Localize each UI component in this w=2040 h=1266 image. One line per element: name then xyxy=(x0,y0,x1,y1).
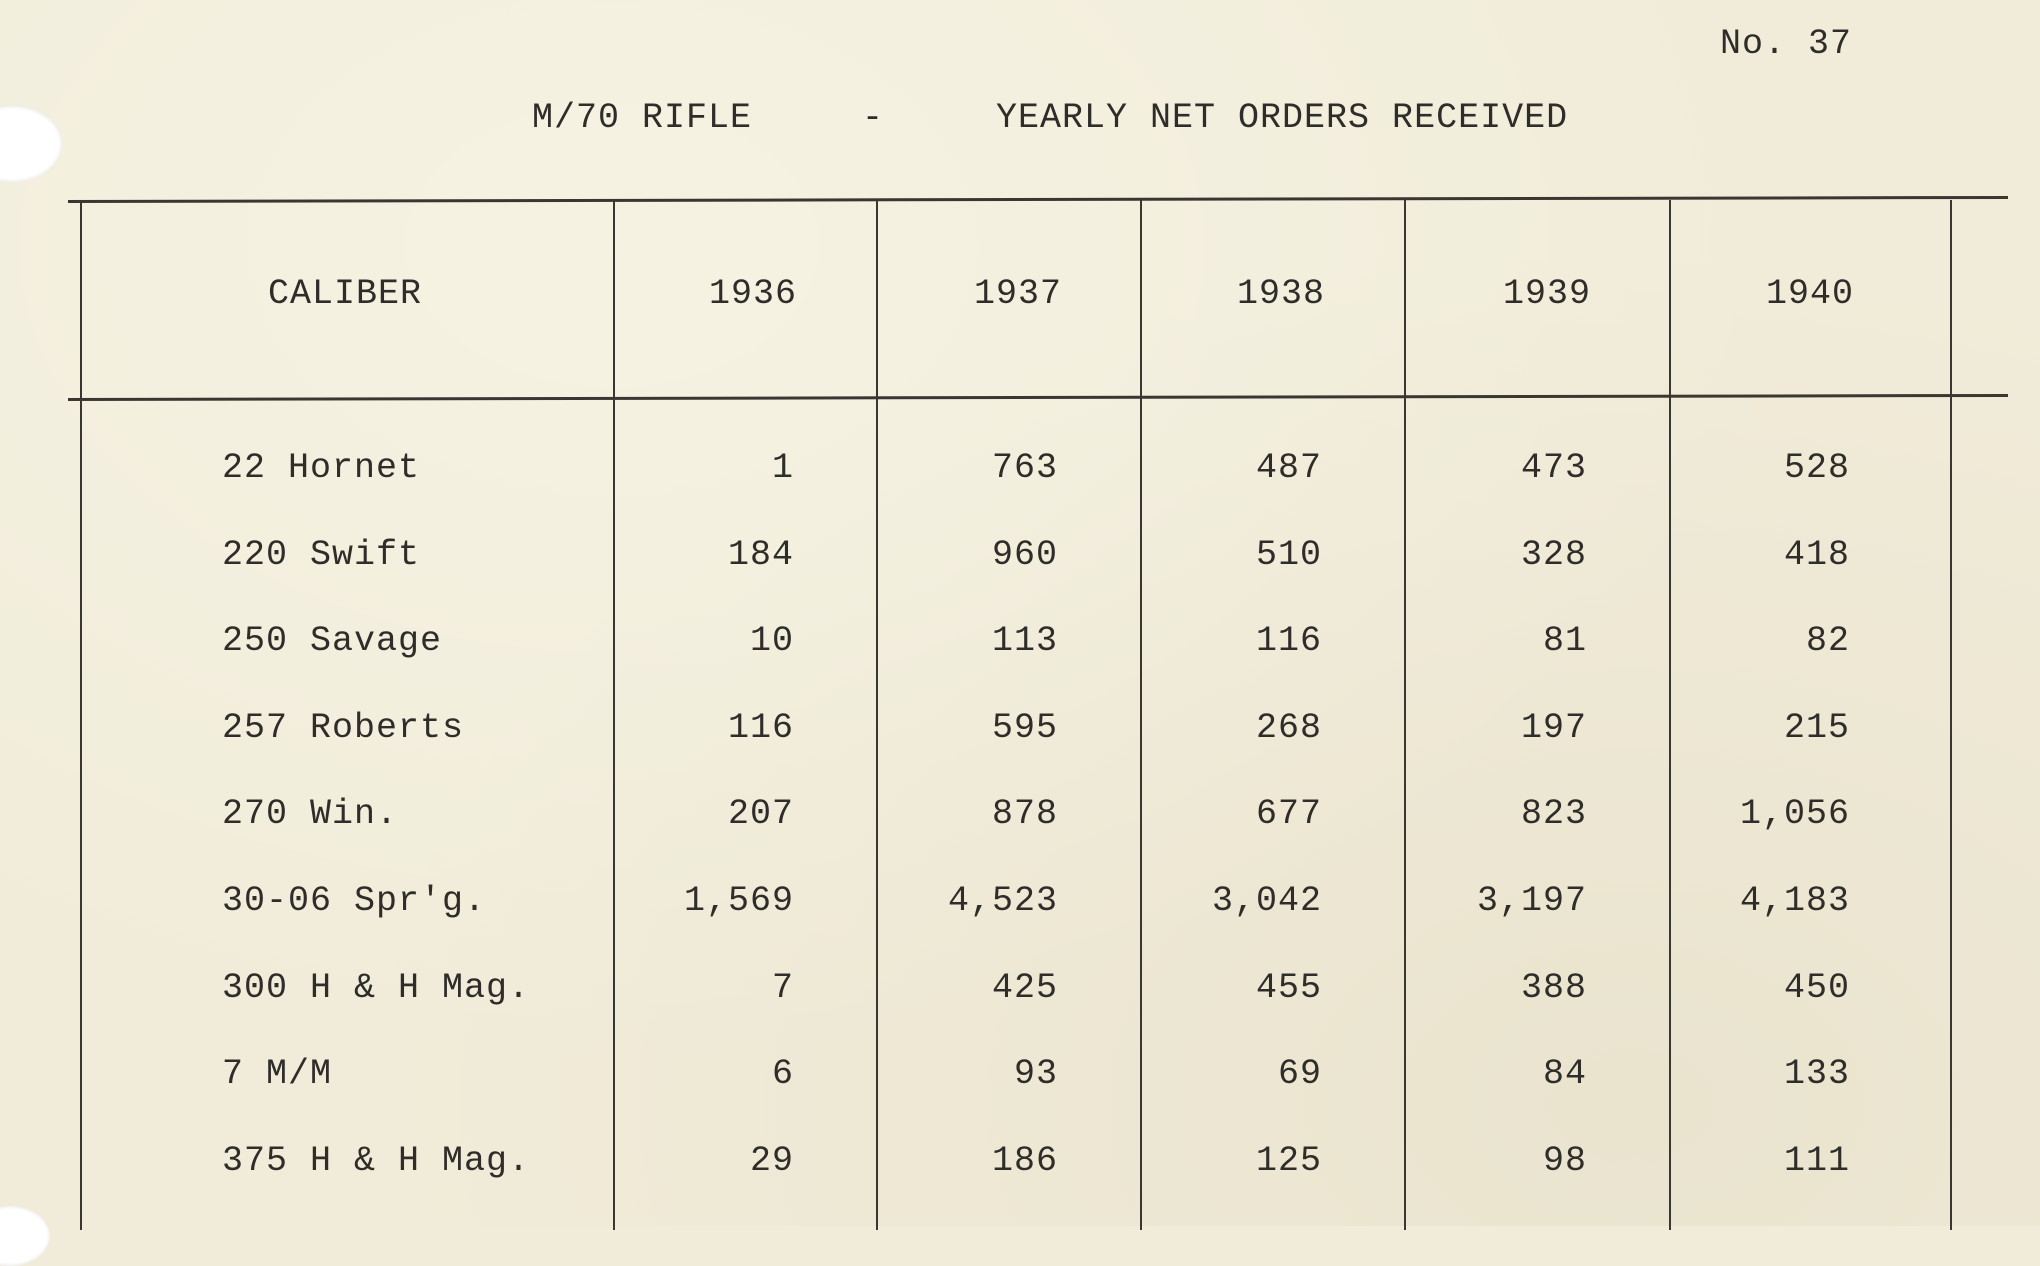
value-cell: 388 xyxy=(1520,968,1587,1008)
caliber-cell: 257 Roberts xyxy=(222,708,465,748)
value-cell: 595 xyxy=(991,708,1058,748)
value-cell: 3,042 xyxy=(1211,881,1322,921)
column-header-1936: 1936 xyxy=(709,274,798,314)
column-header-1938: 1938 xyxy=(1237,274,1326,314)
table-column-divider xyxy=(613,200,615,1230)
value-cell: 81 xyxy=(1542,621,1587,661)
value-cell: 10 xyxy=(749,621,794,661)
table-column-divider xyxy=(876,200,878,1230)
value-cell: 487 xyxy=(1255,448,1322,488)
value-cell: 677 xyxy=(1255,794,1322,834)
value-cell: 116 xyxy=(1255,621,1322,661)
table-column-divider xyxy=(1950,200,1952,1230)
column-header-caliber: CALIBER xyxy=(268,274,423,314)
value-cell: 455 xyxy=(1255,968,1322,1008)
value-cell: 878 xyxy=(991,794,1058,834)
value-cell: 69 xyxy=(1277,1054,1322,1094)
value-cell: 184 xyxy=(727,535,794,575)
page-number: No. 37 xyxy=(1719,24,1852,64)
value-cell: 528 xyxy=(1783,448,1850,488)
value-cell: 418 xyxy=(1783,535,1850,575)
table-column-divider xyxy=(1140,200,1142,1230)
caliber-cell: 375 H & H Mag. xyxy=(222,1141,531,1181)
value-cell: 113 xyxy=(991,621,1058,661)
value-cell: 111 xyxy=(1783,1141,1850,1181)
table-column-divider xyxy=(1669,200,1671,1230)
caliber-cell: 300 H & H Mag. xyxy=(222,968,531,1008)
column-header-1940: 1940 xyxy=(1766,274,1855,314)
caliber-cell: 220 Swift xyxy=(222,535,421,575)
value-cell: 960 xyxy=(991,535,1058,575)
value-cell: 450 xyxy=(1783,968,1850,1008)
value-cell: 197 xyxy=(1520,708,1587,748)
value-cell: 510 xyxy=(1255,535,1322,575)
value-cell: 29 xyxy=(749,1141,794,1181)
column-header-1937: 1937 xyxy=(974,274,1063,314)
table-column-divider xyxy=(80,200,82,1230)
value-cell: 4,183 xyxy=(1739,881,1850,921)
caliber-cell: 250 Savage xyxy=(222,621,443,661)
caliber-cell: 22 Hornet xyxy=(222,448,421,488)
value-cell: 473 xyxy=(1520,448,1587,488)
document-subtitle: YEARLY NET ORDERS RECEIVED xyxy=(996,98,1569,138)
value-cell: 98 xyxy=(1542,1141,1587,1181)
value-cell: 1,056 xyxy=(1739,794,1850,834)
value-cell: 133 xyxy=(1783,1054,1850,1094)
value-cell: 4,523 xyxy=(947,881,1058,921)
document-title: M/70 RIFLE xyxy=(532,98,753,138)
value-cell: 268 xyxy=(1255,708,1322,748)
value-cell: 125 xyxy=(1255,1141,1322,1181)
value-cell: 425 xyxy=(991,968,1058,1008)
value-cell: 207 xyxy=(727,794,794,834)
title-separator: - xyxy=(862,98,884,138)
value-cell: 763 xyxy=(991,448,1058,488)
value-cell: 328 xyxy=(1520,535,1587,575)
punch-hole xyxy=(0,1206,50,1266)
value-cell: 82 xyxy=(1805,621,1850,661)
value-cell: 6 xyxy=(771,1054,794,1094)
caliber-cell: 7 M/M xyxy=(222,1054,333,1094)
value-cell: 823 xyxy=(1520,794,1587,834)
value-cell: 186 xyxy=(991,1141,1058,1181)
value-cell: 1,569 xyxy=(683,881,794,921)
value-cell: 3,197 xyxy=(1476,881,1587,921)
punch-hole xyxy=(0,106,62,182)
table-header-rule xyxy=(68,394,2008,401)
value-cell: 84 xyxy=(1542,1054,1587,1094)
value-cell: 7 xyxy=(771,968,794,1008)
table-column-divider xyxy=(1404,200,1406,1230)
caliber-cell: 30-06 Spr'g. xyxy=(222,881,487,921)
value-cell: 1 xyxy=(771,448,794,488)
table-top-rule xyxy=(68,196,2008,203)
value-cell: 215 xyxy=(1783,708,1850,748)
column-header-1939: 1939 xyxy=(1503,274,1592,314)
value-cell: 116 xyxy=(727,708,794,748)
value-cell: 93 xyxy=(1013,1054,1058,1094)
caliber-cell: 270 Win. xyxy=(222,794,399,834)
